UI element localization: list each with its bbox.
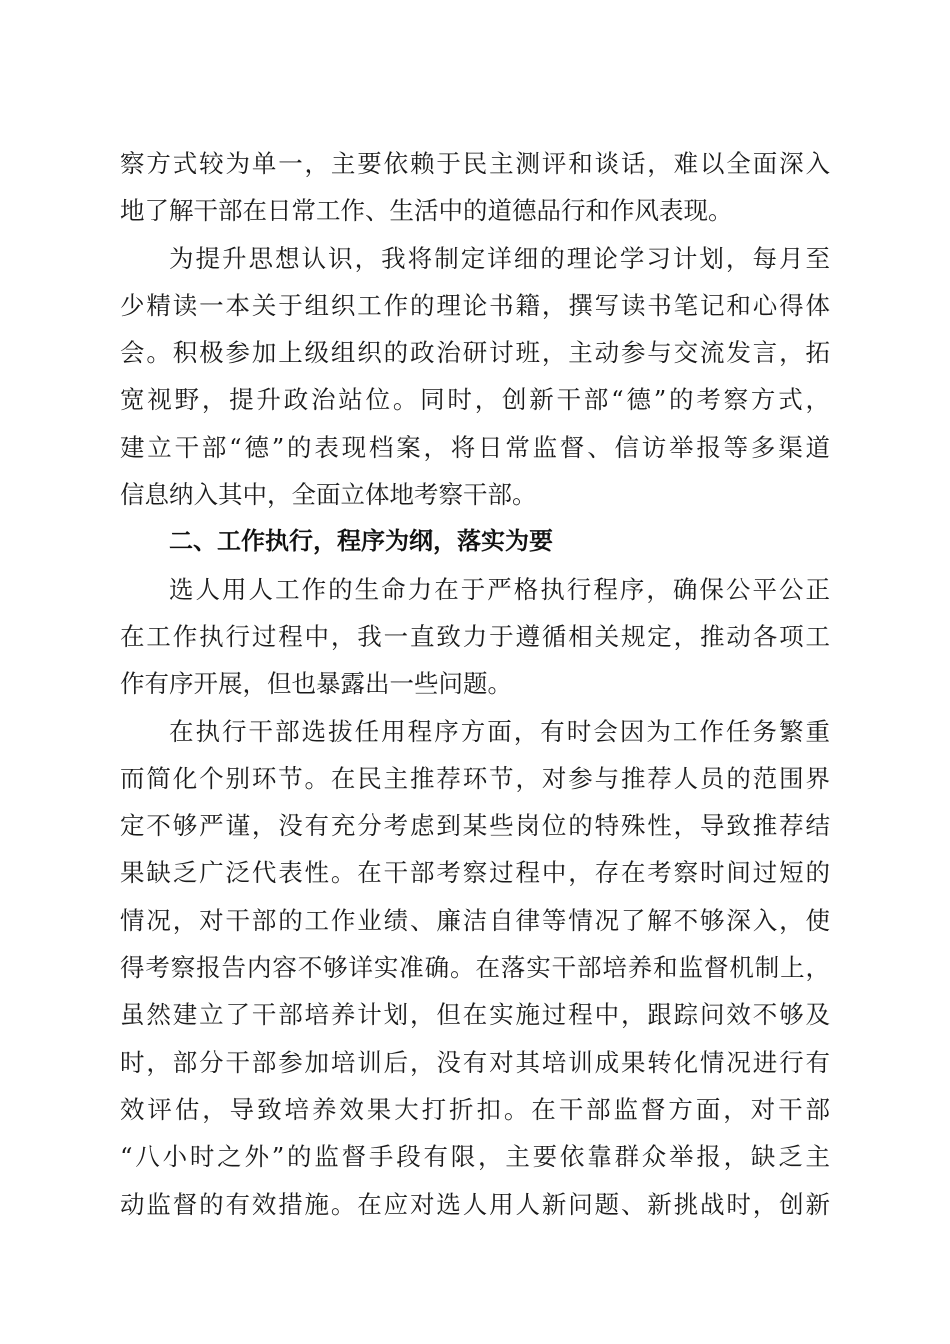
document-body [120, 140, 830, 1228]
section-heading: 二、工作执行，程序为纲，落实为要 [169, 527, 553, 556]
text-line: 宽视野，提升政治站位。同时，创新干部“德”的考察方式， [120, 385, 830, 415]
text-line: 地了解干部在日常工作、生活中的道德品行和作风表现。 [120, 196, 733, 226]
paragraph-first-line: 选人用人工作的生命力在于严格执行程序，确保公平公正 [169, 574, 830, 604]
text-line: 时，部分干部参加培训后，没有对其培训成果转化情况进行有 [120, 1047, 830, 1077]
text-line: 信息纳入其中，全面立体地考察干部。 [120, 480, 537, 510]
text-line: 得考察报告内容不够详实准确。在落实干部培养和监督机制上， [120, 953, 830, 983]
text-line: 定不够严谨，没有充分考虑到某些岗位的特殊性，导致推荐结 [120, 811, 830, 841]
text-line: 果缺乏广泛代表性。在干部考察过程中，存在考察时间过短的 [120, 858, 830, 888]
text-line: 会。积极参加上级组织的政治研讨班，主动参与交流发言，拓 [120, 338, 830, 368]
text-line: 在工作执行过程中，我一直致力于遵循相关规定，推动各项工 [120, 621, 830, 651]
text-line: 少精读一本关于组织工作的理论书籍，撰写读书笔记和心得体 [120, 290, 830, 320]
paragraph-first-line: 在执行干部选拔任用程序方面，有时会因为工作任务繁重 [169, 716, 830, 746]
text-line: 建立干部“德”的表现档案，将日常监督、信访举报等多渠道 [120, 432, 830, 462]
text-line: 作有序开展，但也暴露出一些问题。 [120, 669, 512, 699]
text-line: 情况，对干部的工作业绩、廉洁自律等情况了解不够深入，使 [120, 905, 830, 935]
paragraph-first-line: 为提升思想认识，我将制定详细的理论学习计划，每月至 [169, 243, 830, 273]
text-line: “八小时之外”的监督手段有限，主要依靠群众举报，缺乏主 [120, 1142, 830, 1172]
text-line: 察方式较为单一，主要依赖于民主测评和谈话，难以全面深入 [120, 149, 830, 178]
text-line: 而简化个别环节。在民主推荐环节，对参与推荐人员的范围界 [120, 763, 830, 793]
text-line: 动监督的有效措施。在应对选人用人新问题、新挑战时，创新 [120, 1189, 830, 1219]
text-line: 虽然建立了干部培养计划，但在实施过程中，跟踪问效不够及 [120, 1000, 830, 1030]
text-line: 效评估，导致培养效果大打折扣。在干部监督方面，对干部 [120, 1094, 830, 1124]
